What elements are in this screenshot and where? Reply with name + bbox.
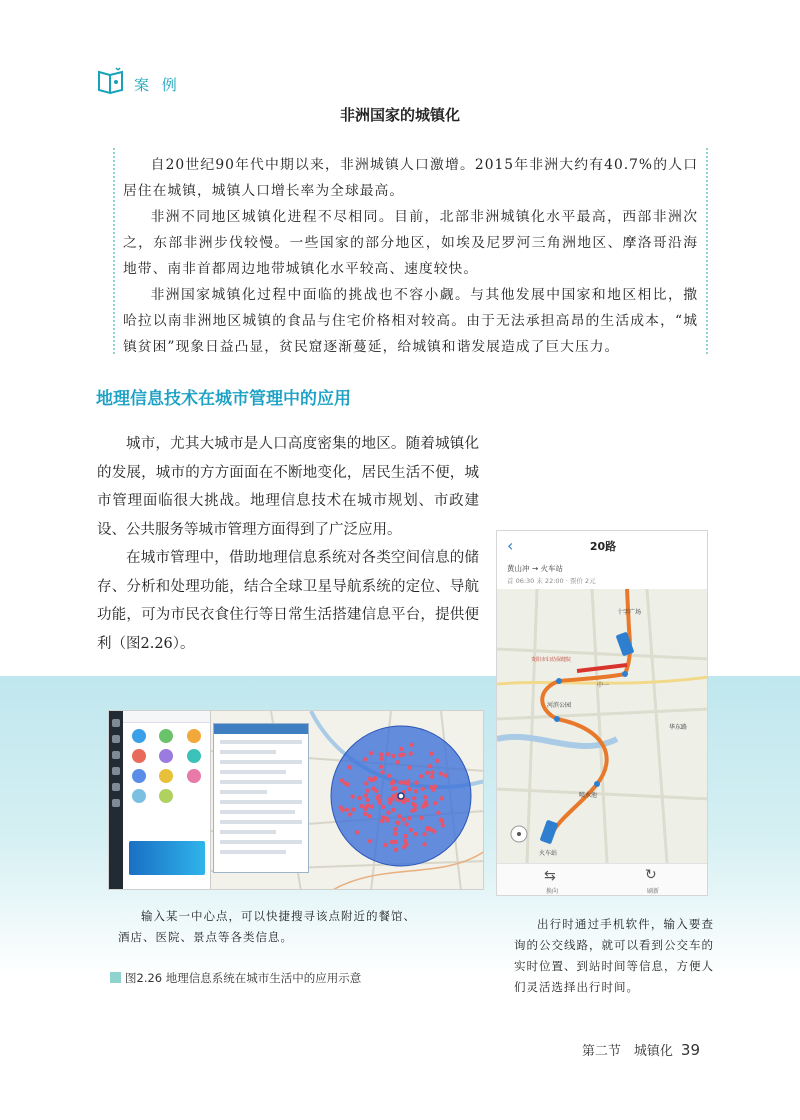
- poi-dot[interactable]: [433, 801, 437, 805]
- poi-dot[interactable]: [369, 751, 373, 755]
- poi-dot[interactable]: [364, 781, 368, 785]
- poi-dot[interactable]: [394, 840, 398, 844]
- case-box: [113, 148, 708, 354]
- poi-dot[interactable]: [414, 832, 418, 836]
- poi-dot[interactable]: [394, 848, 398, 852]
- bus-app-screenshot: [496, 530, 708, 896]
- map-label: 贵阳市妇幼保健院: [531, 657, 572, 663]
- section-title: 地理信息技术在城市管理中的应用: [96, 389, 351, 409]
- bus-route: 黄山冲 → 火车站: [507, 564, 564, 573]
- app-sidebar: [109, 711, 123, 889]
- poi-dot[interactable]: [403, 834, 407, 838]
- poi-dot[interactable]: [380, 757, 384, 761]
- poi-dot[interactable]: [419, 816, 423, 820]
- poi-dot[interactable]: [339, 805, 343, 809]
- page-footer: [582, 1040, 700, 1059]
- poi-dot[interactable]: [432, 829, 436, 833]
- poi-dot[interactable]: [387, 774, 391, 778]
- poi-dot[interactable]: [348, 812, 352, 816]
- poi-dot[interactable]: [366, 788, 370, 792]
- gis-desktop-screenshot: [108, 710, 484, 890]
- poi-dot[interactable]: [433, 784, 437, 788]
- poi-dot[interactable]: [412, 796, 416, 800]
- poi-dot[interactable]: [444, 773, 448, 777]
- refresh-icon[interactable]: ↻: [645, 867, 657, 883]
- case-label: 案 例: [134, 76, 181, 94]
- poi-dot[interactable]: [393, 827, 397, 831]
- caption-right: [514, 914, 714, 998]
- poi-dot[interactable]: [395, 820, 399, 824]
- poi-dot[interactable]: [366, 803, 370, 807]
- poi-dot[interactable]: [435, 759, 439, 763]
- figure-caption: [110, 970, 361, 986]
- poi-dot[interactable]: [440, 796, 444, 800]
- poi-dot[interactable]: [439, 772, 443, 776]
- case-title: 非洲国家的城镇化: [339, 106, 460, 124]
- map-label: 十字广场: [617, 609, 642, 616]
- poi-dot[interactable]: [375, 796, 379, 800]
- poi-dot[interactable]: [441, 823, 445, 827]
- poi-dot[interactable]: [383, 843, 387, 847]
- caption-marker: [110, 972, 121, 983]
- poi-dot[interactable]: [398, 753, 402, 757]
- poi-dot[interactable]: [370, 804, 374, 808]
- center-point-marker: [398, 793, 404, 799]
- map-label: 华东路: [669, 724, 688, 731]
- refresh-label: 刷新: [647, 888, 660, 895]
- poi-dot[interactable]: [430, 775, 434, 779]
- figure-caption-text: 图2.26 地理信息系统在城市生活中的应用示意: [125, 971, 362, 985]
- poi-dot[interactable]: [347, 765, 351, 769]
- caption-left: [118, 906, 418, 948]
- caption-right-text: 出行时通过手机软件，输入要查询的公交线路，就可以看到公交车的实时位置、到站时间等信息，方便人们灵活选择出行时间。: [514, 917, 714, 994]
- poi-dot[interactable]: [439, 818, 443, 822]
- poi-dot[interactable]: [425, 771, 429, 775]
- poi-dot[interactable]: [380, 819, 384, 823]
- poi-dot[interactable]: [425, 826, 429, 830]
- page-number: 39: [680, 1041, 700, 1059]
- poi-dot[interactable]: [396, 760, 400, 764]
- poi-dot[interactable]: [399, 747, 403, 751]
- poi-dot[interactable]: [419, 774, 423, 778]
- poi-dot[interactable]: [379, 765, 383, 769]
- body-paragraph: 在城市管理中，借助地理信息系统对各类空间信息的储存、分析和处理功能，结合全球卫星导航系统的定位、导航功能，可为市民衣食住行等日常生活搭建信息平台，提供便利（图2.26）。: [97, 550, 479, 652]
- map-label: 河滨公园: [547, 702, 572, 709]
- bus-map-drawing: [497, 589, 708, 863]
- poi-dot[interactable]: [402, 780, 406, 784]
- poi-dot[interactable]: [424, 800, 428, 804]
- category-panel: [123, 711, 211, 889]
- poi-dot[interactable]: [397, 814, 401, 818]
- poi-dot[interactable]: [401, 817, 405, 821]
- poi-dot[interactable]: [409, 828, 413, 832]
- poi-dot[interactable]: [358, 796, 362, 800]
- poi-dot[interactable]: [422, 832, 426, 836]
- poi-dot[interactable]: [363, 757, 367, 761]
- poi-dot[interactable]: [379, 752, 383, 756]
- app-bottom-bar: [497, 863, 708, 896]
- case-paragraph: 非洲不同地区城镇化进程不尽相同。目前，北部非洲城镇化水平最高，西部非洲次之，东部非洲步伐较慢。一些国家的部分地区，如埃及尼罗河三角洲地区、摩洛哥沿海地带、南非首都周边地带城镇化水平较高、速度较快。: [123, 209, 698, 277]
- poi-dot[interactable]: [408, 765, 412, 769]
- poi-dot[interactable]: [367, 814, 371, 818]
- poi-dot[interactable]: [414, 781, 418, 785]
- case-paragraph: 非洲国家城镇化过程中面临的挑战也不容小觑。与其他发展中国家和地区相比，撒哈拉以南非洲地区城镇的食品与住宅价格相对较高。由于无法承担高昂的生活成本，“城镇贫困”现象日益凸显，贫民窟逐渐蔓延，给城镇和谐发展造成了巨大压力。: [123, 287, 698, 355]
- poi-dot[interactable]: [350, 794, 354, 798]
- poi-dot[interactable]: [405, 798, 409, 802]
- poi-dot[interactable]: [403, 839, 407, 843]
- book-icon: [96, 66, 126, 96]
- poi-dot[interactable]: [391, 779, 395, 783]
- poi-dot[interactable]: [386, 810, 390, 814]
- footer-section: 第二节 城镇化: [581, 1044, 673, 1059]
- poi-dot[interactable]: [421, 787, 425, 791]
- poi-dot[interactable]: [340, 778, 344, 782]
- bus-line-title: 20路: [589, 540, 617, 553]
- poi-dot[interactable]: [428, 764, 432, 768]
- poi-dot[interactable]: [374, 789, 378, 793]
- poi-dot[interactable]: [422, 842, 426, 846]
- poi-dot[interactable]: [391, 787, 395, 791]
- poi-dot[interactable]: [373, 777, 377, 781]
- poi-dot[interactable]: [366, 798, 370, 802]
- body-paragraph: 城市，尤其大城市是人口高度密集的地区。随着城镇化的发展，城市的方方面面在不断地变化，居民生活不便，城市管理面临很大挑战。地理信息技术在城市规划、市政建设、公共服务等城市管理方面得到了广泛应用。: [97, 436, 479, 538]
- bus-marker-icon[interactable]: [540, 820, 559, 845]
- poi-dot[interactable]: [406, 779, 410, 783]
- bus-schedule: 首 06:30 末 22:00 · 票价 2元: [507, 577, 596, 585]
- promo-banner: [129, 841, 205, 875]
- poi-dot[interactable]: [414, 789, 418, 793]
- poi-dot[interactable]: [363, 812, 367, 816]
- case-paragraph: 自20世纪90年代中期以来，非洲城镇人口激增。2015年非洲大约有40.7%的人口居住在城镇，城镇人口增长率为全球最高。: [123, 157, 698, 199]
- poi-dot[interactable]: [404, 822, 408, 826]
- poi-dot[interactable]: [391, 754, 395, 758]
- map-label: 喷水池: [579, 792, 598, 799]
- poi-dot[interactable]: [351, 807, 355, 811]
- back-chevron-icon[interactable]: ‹: [507, 536, 514, 555]
- search-dialog: [213, 723, 309, 873]
- poi-dot[interactable]: [429, 751, 433, 755]
- poi-dot[interactable]: [368, 839, 372, 843]
- poi-dot[interactable]: [380, 770, 384, 774]
- poi-dot[interactable]: [409, 751, 413, 755]
- poi-dot[interactable]: [384, 816, 388, 820]
- poi-dot[interactable]: [386, 752, 390, 756]
- poi-dot[interactable]: [368, 777, 372, 781]
- poi-dot[interactable]: [393, 832, 397, 836]
- bus-map: [497, 589, 708, 863]
- swap-direction-icon[interactable]: ⇆: [544, 868, 556, 884]
- map-label: 火车站: [539, 850, 558, 857]
- swap-label: 换向: [546, 888, 559, 895]
- poi-dot[interactable]: [359, 804, 363, 808]
- poi-dot[interactable]: [430, 770, 434, 774]
- poi-dot[interactable]: [429, 785, 433, 789]
- poi-dot[interactable]: [413, 804, 417, 808]
- poi-dot[interactable]: [345, 808, 349, 812]
- poi-dot[interactable]: [389, 797, 393, 801]
- poi-dot[interactable]: [407, 787, 411, 791]
- caption-left-text: 输入某一中心点，可以快捷搜寻该点附近的餐馆、酒店、医院、景点等各类信息。: [118, 909, 416, 944]
- poi-dot[interactable]: [391, 808, 395, 812]
- poi-dot[interactable]: [410, 743, 414, 747]
- poi-dot[interactable]: [364, 793, 368, 797]
- poi-dot[interactable]: [355, 830, 359, 834]
- poi-dot[interactable]: [410, 809, 414, 813]
- poi-dot[interactable]: [407, 816, 411, 820]
- poi-dot[interactable]: [436, 811, 440, 815]
- poi-dot[interactable]: [423, 795, 427, 799]
- body-text: [97, 430, 479, 658]
- poi-dot[interactable]: [381, 805, 385, 809]
- map-label: 中一: [597, 682, 610, 689]
